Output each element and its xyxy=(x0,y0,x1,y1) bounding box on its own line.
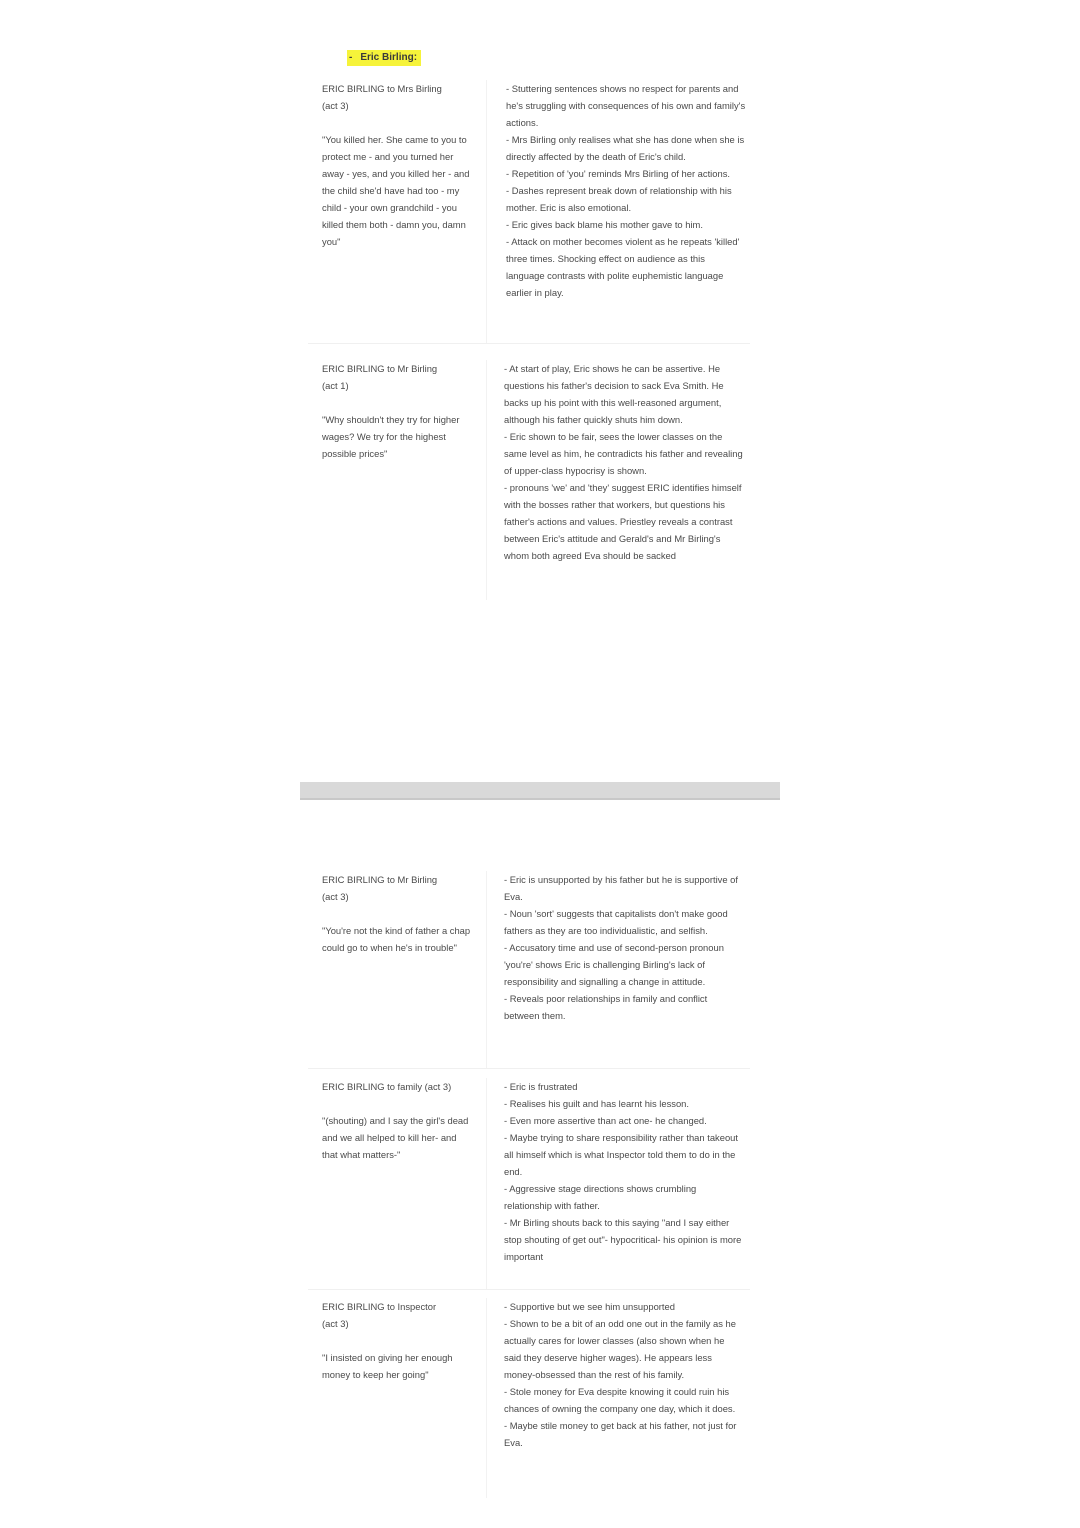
speaker-label: ERIC BIRLING to Mr Birling xyxy=(322,874,438,885)
quote-text: "You killed her. She came to you to protect me - and you turned her away - yes, and you killed her - and the child she'd have had too - my child - your own grandchild - you killed them both - damn you, damn you" xyxy=(322,134,470,247)
section-heading xyxy=(347,50,421,66)
quote-column xyxy=(322,80,472,250)
speaker-label: ERIC BIRLING to family (act 3) xyxy=(322,1081,452,1092)
quote-text: "You're not the kind of father a chap could go to when he's in trouble" xyxy=(322,925,471,953)
column-divider xyxy=(486,871,487,1068)
speaker-label: ERIC BIRLING to Mrs Birling xyxy=(322,83,442,94)
heading-bullet: - xyxy=(349,52,353,63)
act-label: (act 1) xyxy=(322,380,349,391)
quote-column xyxy=(322,1078,472,1163)
analysis-text: - At start of play, Eric shows he can be assertive. He questions his father's decision to sack Eva Smith. He backs up his point with this well-reasoned argument, although his father quickly shuts him down. - Eric shown to be fair, sees the lower classes on the same level as him, he contradicts his father and revealing of upper-class hypocrisy is shown. - pronouns 'we' and 'they' suggest ERIC identifies himself with the bosses rather that workers, but questions his father's actions and values. Priestley reveals a contrast between Eric's attitude and Gerald's and Mr Birling's whom both agreed Eva should be sacked xyxy=(504,363,743,561)
speaker-label: ERIC BIRLING to Inspector xyxy=(322,1301,437,1312)
quote-section-3 xyxy=(308,871,750,1069)
column-divider xyxy=(486,80,487,343)
quote-section-4 xyxy=(308,1078,750,1290)
act-label: (act 3) xyxy=(322,891,349,902)
column-divider xyxy=(486,1298,487,1498)
quote-column xyxy=(322,1298,472,1383)
act-label: (act 3) xyxy=(322,100,349,111)
heading-title: Eric Birling: xyxy=(360,52,418,63)
column-divider xyxy=(486,360,487,600)
quote-section-2 xyxy=(308,360,750,600)
analysis-text: - Eric is unsupported by his father but he is supportive of Eva. - Noun 'sort' suggests that capitalists don't make good fathers as they are too individualistic, and selfish. - Accusatory time and use of second-person pronoun 'you're' shows Eric is challenging Birling's lack of responsibility and signalling a change in attitude. - Reveals poor relationships in family and conflict between them. xyxy=(504,874,738,1021)
speaker-label: ERIC BIRLING to Mr Birling xyxy=(322,363,438,374)
column-divider xyxy=(486,1078,487,1289)
quote-section-5 xyxy=(308,1298,750,1498)
quote-column xyxy=(322,871,472,956)
page-break xyxy=(300,782,780,800)
quote-section-1 xyxy=(308,80,750,344)
analysis-text: - Stuttering sentences shows no respect for parents and he's struggling with consequences of his own and family's actions. - Mrs Birling only realises what she has done when she is directly affected by the death of Eric's child. - Repetition of 'you' reminds Mrs Birling of her actions. - Dashes represent break down of relationship with his mother. Eric is also emotional. - Eric gives back blame his mother gave to him. - Attack on mother becomes violent as he repeats 'killed' three times. Shocking effect on audience as this language contrasts with polite euphemistic language earlier in play. xyxy=(506,83,746,298)
analysis-text: - Supportive but we see him unsupported - Shown to be a bit of an odd one out in the family as he actually cares for lower classes (also shown when he said they deserve higher wages). He appears less money-obsessed than the rest of his family. - Stole money for Eva despite knowing it could ruin his chances of owning the company one day, which it does. - Maybe stile money to get back at his father, not just for Eva. xyxy=(504,1301,737,1448)
quote-text: "Why shouldn't they try for higher wages? We try for the highest possible prices" xyxy=(322,414,460,459)
act-label: (act 3) xyxy=(322,1318,349,1329)
quote-column xyxy=(322,360,472,462)
analysis-text: - Eric is frustrated - Realises his guilt and has learnt his lesson. - Even more assertive than act one- he changed. - Maybe trying to share responsibility rather than takeout all himself which is what Inspector told them to do in the end. - Aggressive stage directions shows crumbling relationship with father. - Mr Birling shouts back to this saying "and I say either stop shouting of get out"- hypocritical- his opinion is more important xyxy=(504,1081,742,1262)
quote-text: "(shouting) and I say the girl's dead and we all helped to kill her- and that what matters-" xyxy=(322,1115,469,1160)
quote-text: "I insisted on giving her enough money to keep her going" xyxy=(322,1352,453,1380)
